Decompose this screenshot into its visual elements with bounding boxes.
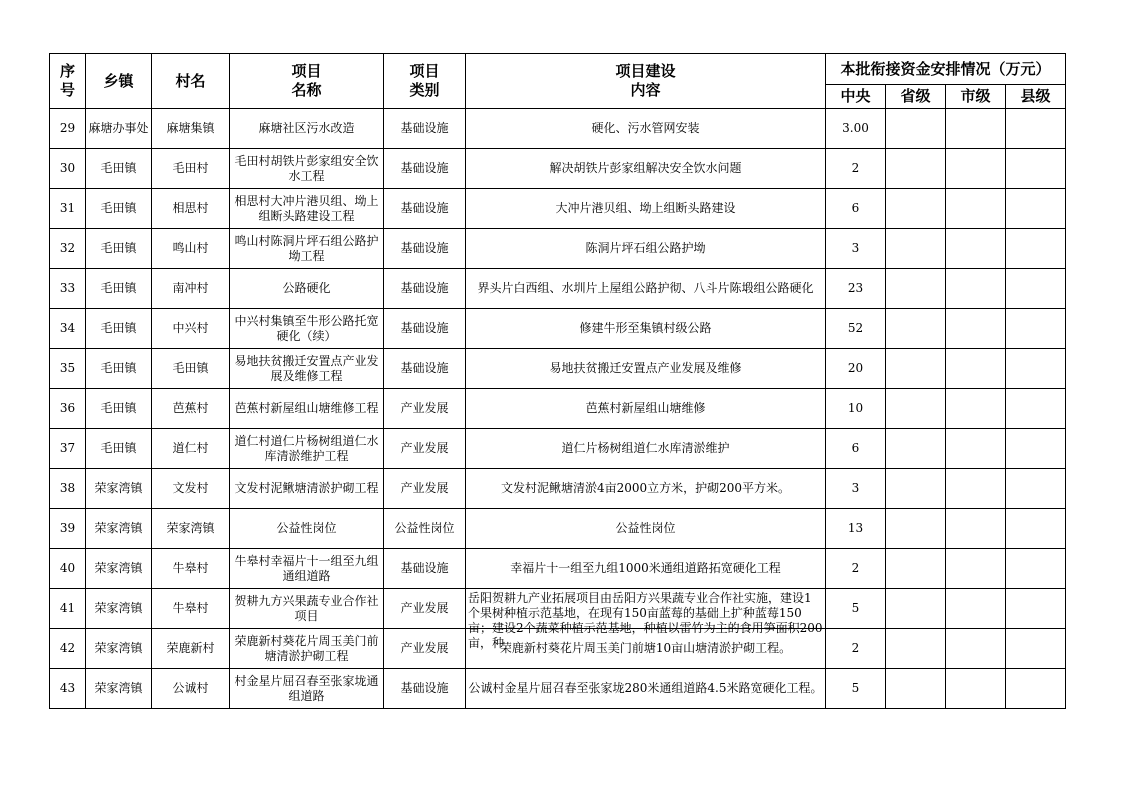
village-cell: 南冲村 (152, 269, 230, 309)
town-cell: 荣家湾镇 (86, 509, 152, 549)
town-cell: 荣家湾镇 (86, 589, 152, 629)
project-type-cell: 产业发展 (384, 629, 466, 669)
central-fund-cell: 5 (826, 669, 886, 709)
village-cell: 芭蕉村 (152, 389, 230, 429)
province-fund-cell (886, 509, 946, 549)
county-fund-cell (1006, 109, 1066, 149)
central-fund-cell: 5 (826, 589, 886, 629)
table-row (50, 429, 1066, 469)
project-type-cell: 基础设施 (384, 549, 466, 589)
central-fund-cell: 20 (826, 349, 886, 389)
town-cell: 荣家湾镇 (86, 469, 152, 509)
town-cell: 荣家湾镇 (86, 669, 152, 709)
seq-cell: 34 (50, 309, 86, 349)
county-fund-cell (1006, 509, 1066, 549)
project-name-cell: 道仁村道仁片杨树组道仁水库清淤维护工程 (230, 429, 384, 469)
town-cell: 毛田镇 (86, 349, 152, 389)
table-row (50, 229, 1066, 269)
village-cell: 牛皋村 (152, 549, 230, 589)
city-fund-cell (946, 389, 1006, 429)
province-fund-cell (886, 149, 946, 189)
project-name-cell: 易地扶贫搬迁安置点产业发展及维修工程 (230, 349, 384, 389)
project-name-cell: 麻塘社区污水改造 (230, 109, 384, 149)
province-fund-cell (886, 549, 946, 589)
town-cell: 毛田镇 (86, 309, 152, 349)
project-content-cell: 公益性岗位 (466, 509, 826, 549)
seq-cell: 37 (50, 429, 86, 469)
province-fund-cell (886, 389, 946, 429)
village-cell: 道仁村 (152, 429, 230, 469)
project-type-cell: 公益性岗位 (384, 509, 466, 549)
seq-cell: 29 (50, 109, 86, 149)
village-cell: 毛田村 (152, 149, 230, 189)
province-fund-cell (886, 349, 946, 389)
project-name-cell: 中兴村集镇至牛形公路托宽硬化（续） (230, 309, 384, 349)
province-fund-cell (886, 629, 946, 669)
town-cell: 毛田镇 (86, 229, 152, 269)
project-type-cell: 基础设施 (384, 349, 466, 389)
project-name-cell: 村金星片屈召春至张家垅通组道路 (230, 669, 384, 709)
city-fund-cell (946, 549, 1006, 589)
central-fund-cell: 3 (826, 229, 886, 269)
central-fund-cell: 3.00 (826, 109, 886, 149)
seq-cell: 38 (50, 469, 86, 509)
project-name-cell: 毛田村胡铁片彭家组安全饮水工程 (230, 149, 384, 189)
project-type-cell: 基础设施 (384, 309, 466, 349)
county-fund-cell (1006, 349, 1066, 389)
county-fund-cell (1006, 629, 1066, 669)
project-content-cell: 解决胡铁片彭家组解决安全饮水问题 (466, 149, 826, 189)
seq-cell: 41 (50, 589, 86, 629)
project-content-cell: 文发村泥鳅塘清淤4亩2000立方米，护砌200平方米。 (466, 469, 826, 509)
project-type-cell: 基础设施 (384, 669, 466, 709)
village-cell: 牛皋村 (152, 589, 230, 629)
seq-cell: 30 (50, 149, 86, 189)
project-name-cell: 公路硬化 (230, 269, 384, 309)
city-fund-cell (946, 189, 1006, 229)
central-fund-cell: 2 (826, 629, 886, 669)
project-name-cell: 公益性岗位 (230, 509, 384, 549)
central-fund-cell: 10 (826, 389, 886, 429)
central-fund-cell: 6 (826, 189, 886, 229)
seq-cell: 36 (50, 389, 86, 429)
county-fund-cell (1006, 589, 1066, 629)
project-content-cell: 修建牛形至集镇村级公路 (466, 309, 826, 349)
central-fund-cell: 52 (826, 309, 886, 349)
village-cell: 中兴村 (152, 309, 230, 349)
table-row (50, 589, 1066, 629)
table-row (50, 389, 1066, 429)
city-fund-cell (946, 629, 1006, 669)
project-content-cell: 芭蕉村新屋组山塘维修 (466, 389, 826, 429)
city-fund-cell (946, 109, 1006, 149)
village-cell: 荣鹿新村 (152, 629, 230, 669)
project-content-cell: 陈洞片坪石组公路护坳 (466, 229, 826, 269)
town-cell: 毛田镇 (86, 149, 152, 189)
province-fund-cell (886, 269, 946, 309)
town-cell: 毛田镇 (86, 389, 152, 429)
project-type-cell: 产业发展 (384, 389, 466, 429)
province-fund-cell (886, 109, 946, 149)
city-fund-cell (946, 149, 1006, 189)
county-fund-cell (1006, 669, 1066, 709)
city-fund-cell (946, 349, 1006, 389)
county-fund-cell (1006, 429, 1066, 469)
town-cell: 麻塘办事处 (86, 109, 152, 149)
table-row (50, 269, 1066, 309)
central-fund-cell: 2 (826, 149, 886, 189)
project-type-cell: 基础设施 (384, 229, 466, 269)
central-fund-cell: 2 (826, 549, 886, 589)
county-header: 县级 (1006, 85, 1066, 109)
project-name-cell: 荣鹿新村葵花片周玉美门前塘清淤护砌工程 (230, 629, 384, 669)
table-row (50, 149, 1066, 189)
seq-cell: 32 (50, 229, 86, 269)
project-type-cell: 产业发展 (384, 429, 466, 469)
central-header: 中央 (826, 85, 886, 109)
project-content-cell: 道仁片杨树组道仁水库清淤维护 (466, 429, 826, 469)
county-fund-cell (1006, 269, 1066, 309)
province-header: 省级 (886, 85, 946, 109)
project-type-header: 项目 类别 (384, 54, 466, 109)
province-fund-cell (886, 669, 946, 709)
village-cell: 相思村 (152, 189, 230, 229)
table-row (50, 669, 1066, 709)
project-content-cell: 易地扶贫搬迁安置点产业发展及维修 (466, 349, 826, 389)
town-cell: 荣家湾镇 (86, 549, 152, 589)
central-fund-cell: 6 (826, 429, 886, 469)
central-fund-cell: 23 (826, 269, 886, 309)
city-fund-cell (946, 229, 1006, 269)
city-fund-cell (946, 429, 1006, 469)
county-fund-cell (1006, 189, 1066, 229)
project-content-cell: 大冲片港贝组、坳上组断头路建设 (466, 189, 826, 229)
table-row (50, 309, 1066, 349)
county-fund-cell (1006, 549, 1066, 589)
project-content-cell: 荣鹿新村葵花片周玉美门前塘10亩山塘清淤护砌工程。 (466, 629, 826, 669)
project-content-cell: 界头片白西组、水圳片上屋组公路护彻、八斗片陈塅组公路硬化 (466, 269, 826, 309)
province-fund-cell (886, 429, 946, 469)
seq-cell: 42 (50, 629, 86, 669)
city-fund-cell (946, 269, 1006, 309)
project-name-cell: 鸣山村陈洞片坪石组公路护坳工程 (230, 229, 384, 269)
project-type-cell: 基础设施 (384, 269, 466, 309)
header-row (50, 54, 1066, 85)
city-fund-cell (946, 469, 1006, 509)
village-cell: 麻塘集镇 (152, 109, 230, 149)
seq-header: 序 号 (50, 54, 86, 109)
central-fund-cell: 13 (826, 509, 886, 549)
project-type-cell: 产业发展 (384, 589, 466, 629)
province-fund-cell (886, 229, 946, 269)
province-fund-cell (886, 189, 946, 229)
city-fund-cell (946, 309, 1006, 349)
town-cell: 毛田镇 (86, 269, 152, 309)
funding-table (49, 53, 1066, 709)
project-type-cell: 产业发展 (384, 469, 466, 509)
project-name-cell: 贺耕九方兴果蔬专业合作社项目 (230, 589, 384, 629)
table-row (50, 349, 1066, 389)
project-content-cell: 幸福片十一组至九组1000米通组道路拓宽硬化工程 (466, 549, 826, 589)
province-fund-cell (886, 469, 946, 509)
city-header: 市级 (946, 85, 1006, 109)
table-row (50, 549, 1066, 589)
project-name-cell: 相思村大冲片港贝组、坳上组断头路建设工程 (230, 189, 384, 229)
central-fund-cell: 3 (826, 469, 886, 509)
project-name-cell: 文发村泥鳅塘清淤护砌工程 (230, 469, 384, 509)
project-type-cell: 基础设施 (384, 109, 466, 149)
village-cell: 鸣山村 (152, 229, 230, 269)
county-fund-cell (1006, 309, 1066, 349)
town-header: 乡镇 (86, 54, 152, 109)
province-fund-cell (886, 309, 946, 349)
village-cell: 毛田镇 (152, 349, 230, 389)
village-cell: 文发村 (152, 469, 230, 509)
project-type-cell: 基础设施 (384, 189, 466, 229)
town-cell: 毛田镇 (86, 429, 152, 469)
seq-cell: 40 (50, 549, 86, 589)
project-name-cell: 芭蕉村新屋组山塘维修工程 (230, 389, 384, 429)
seq-cell: 39 (50, 509, 86, 549)
project-type-cell: 基础设施 (384, 149, 466, 189)
province-fund-cell (886, 589, 946, 629)
city-fund-cell (946, 669, 1006, 709)
project-content-cell: 硬化、污水管网安装 (466, 109, 826, 149)
table-row (50, 109, 1066, 149)
county-fund-cell (1006, 469, 1066, 509)
county-fund-cell (1006, 229, 1066, 269)
city-fund-cell (946, 509, 1006, 549)
city-fund-cell (946, 589, 1006, 629)
town-cell: 毛田镇 (86, 189, 152, 229)
county-fund-cell (1006, 389, 1066, 429)
project-name-cell: 牛皋村幸福片十一组至九组通组道路 (230, 549, 384, 589)
village-cell: 荣家湾镇 (152, 509, 230, 549)
project-content-text: 岳阳贺耕九产业拓展项目由岳阳方兴果蔬专业合作社实施，建设1个果树种植示范基地，在现有150亩蓝莓的基础上扩种蓝莓150亩；建设2个蔬菜种植示范基地，种植以雷竹为主的食用笋面积200亩，种 (468, 590, 823, 650)
table-row (50, 189, 1066, 229)
seq-cell: 43 (50, 669, 86, 709)
county-fund-cell (1006, 149, 1066, 189)
table-row (50, 509, 1066, 549)
project-name-header: 项目 名称 (230, 54, 384, 109)
project-content-header: 项目建设 内容 (466, 54, 826, 109)
village-cell: 公诚村 (152, 669, 230, 709)
town-cell: 荣家湾镇 (86, 629, 152, 669)
table-row (50, 469, 1066, 509)
village-header: 村名 (152, 54, 230, 109)
seq-cell: 33 (50, 269, 86, 309)
project-content-cell: 公诚村金星片屈召春至张家垅280米通组道路4.5米路宽硬化工程。 (466, 669, 826, 709)
funding-group-header: 本批衔接资金安排情况（万元） (826, 54, 1066, 85)
seq-cell: 31 (50, 189, 86, 229)
seq-cell: 35 (50, 349, 86, 389)
